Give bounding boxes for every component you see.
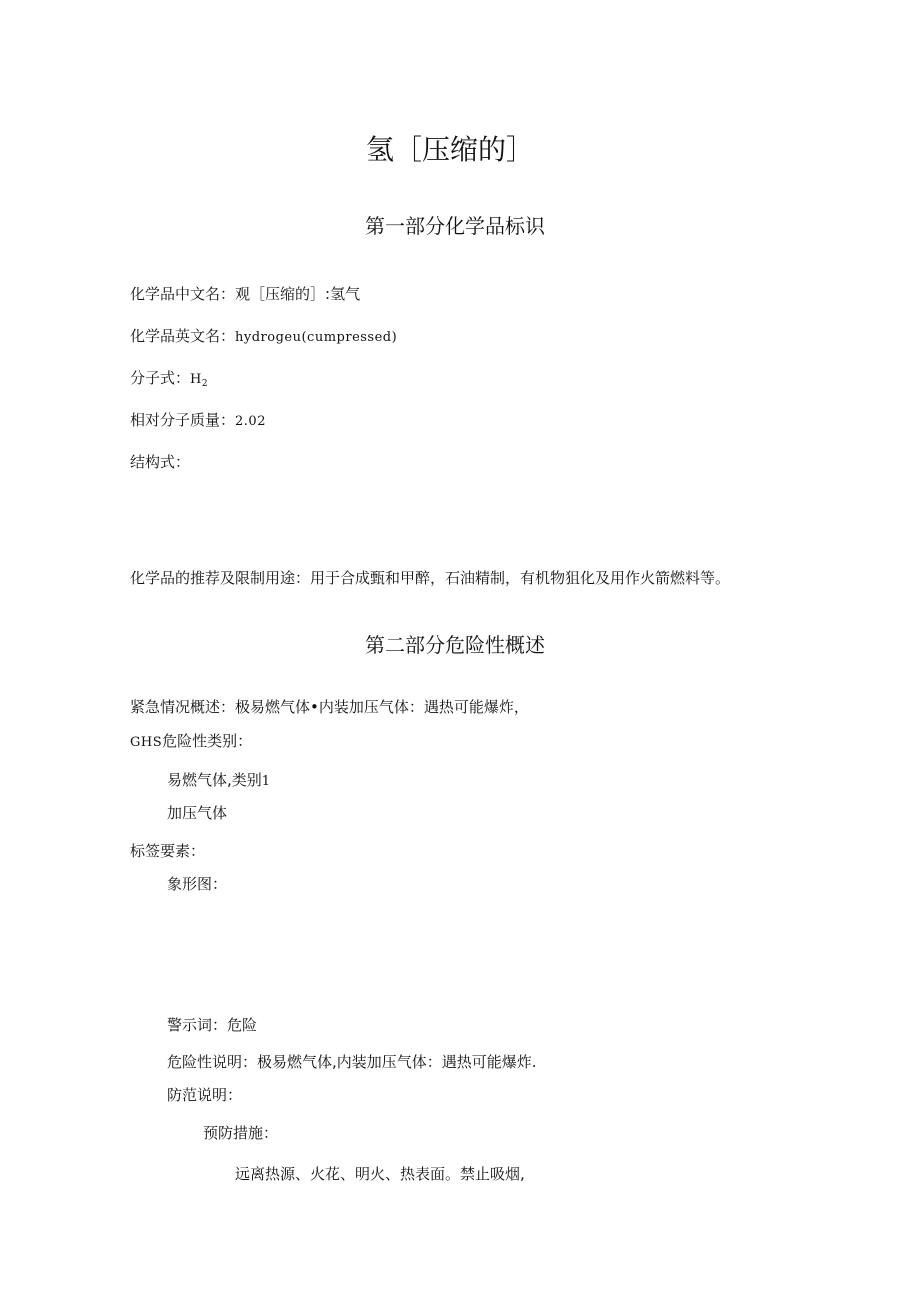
- formula-line: [130, 368, 208, 394]
- hazard-statement: 危险性说明：极易燃气体,内装加压气体：遇热可能爆炸.: [167, 1053, 537, 1071]
- pictogram-label: 象形图：: [167, 875, 228, 893]
- chinese-name-line: [130, 284, 360, 304]
- precaution-label: 防范说明：: [167, 1086, 243, 1104]
- hazard-category-1-text: 易燃气体,类别: [167, 771, 262, 789]
- document-title: 氢［压缩的］: [365, 133, 534, 166]
- section1-heading: 第一部分化学品标识: [365, 214, 545, 238]
- structure-label: 结构式：: [130, 453, 191, 471]
- recommended-usage: 化学品的推荐及限制用途：用于合成甄和甲醉，石油精制，有机物狙化及用作火箭燃料等。: [130, 569, 731, 587]
- formula-base: H: [190, 372, 202, 387]
- prevention-label: 预防措施：: [203, 1124, 279, 1142]
- molecular-mass-line: [130, 410, 266, 432]
- chinese-name-label: 化学品中文名：: [130, 285, 236, 303]
- formula-label: 分子式：: [130, 369, 191, 387]
- molecular-mass-value: 2.02: [235, 414, 266, 429]
- label-elements: 标签要素：: [130, 842, 206, 860]
- ghs-label: 危险性类别：: [162, 732, 253, 750]
- hazard-category-2: 加压气体: [167, 804, 228, 822]
- english-name-line: [130, 326, 397, 348]
- english-name-label: 化学品英文名：: [130, 327, 236, 345]
- formula-subscript: 2: [201, 379, 209, 389]
- hazard-category-1-number: 1: [261, 774, 271, 789]
- ghs-prefix: GHS: [130, 735, 163, 750]
- hazard-category-1: [167, 770, 271, 792]
- emergency-overview: 紧急情况概述：极易燃气体•内装加压气体：遇热可能爆炸，: [130, 698, 529, 716]
- prevention-item-1: 远离热源、火花、明火、热表面。禁止吸烟,: [235, 1165, 525, 1183]
- molecular-mass-label: 相对分子质量：: [130, 411, 236, 429]
- english-name-value: hydrogeu(cumpressed): [235, 330, 398, 345]
- formula-value: [190, 372, 208, 387]
- section2-heading: 第二部分危险性概述: [365, 633, 545, 657]
- ghs-category-line: [130, 731, 252, 753]
- chinese-name-value: 观［压缩的］:氢气: [235, 285, 361, 303]
- signal-word: 警示词：危险: [167, 1016, 258, 1034]
